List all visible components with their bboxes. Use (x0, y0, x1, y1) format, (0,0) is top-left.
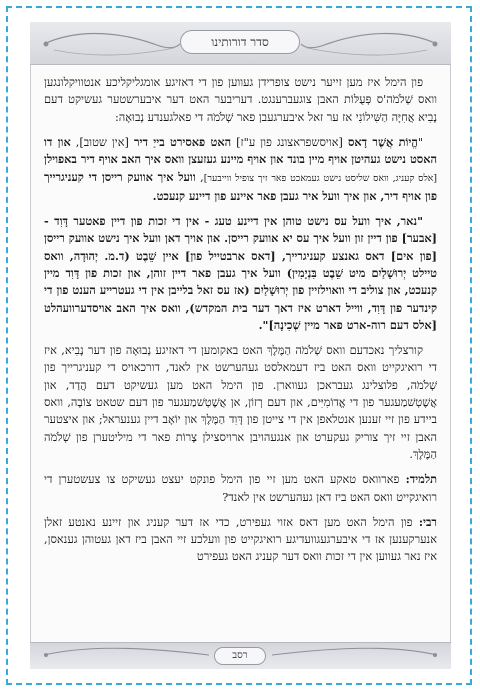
page-number: רסב (214, 647, 266, 665)
rebbe-label: רבי: (418, 514, 437, 529)
paragraph-prophecy-part1: "הֱיוֹת אֲשֶׁר דָאס [אויסשפראצונג פון ע"ז] האט פאסירט בייַ דיר [אין שטוב], און דו האסט נישט געהיטן אויף מיין בונד און אויף מיינע געזעצן וואס איך האב אויף דיר באפוילן [אלס קעניג, וואס שליסט נישט געמאכט פאר זיך צופיל ווייבער], וועל איך אוועק רייסן די קעניגרייך פון אויף דיר, און איך וועל איר געבן פאר איינע פון דיינע קנעכט. (44, 134, 437, 203)
paragraph-intro: פון הימל איז מען זייער נישט צופרידן געווען פון די דאזיגע אומגליקליכע אנטוויקלונגען וואס שְׁלֹמֹה'ס פְּעֻלּוֹת האבן צוגעברענגט. דעריבער האט דער איבערשטער געשיקט דעם נָבִיא אֲחִיָּה הַשִּׁילוֹנִי אז ער זאל איבערגעבן פאר שְׁלֹמֹה די פאלגענדע נְבוּאָה: (44, 76, 437, 124)
student-label: תלמיד: (405, 472, 437, 487)
body-text (44, 74, 437, 634)
paragraph-prophecy-part2: "נאר, איך וועל עס נישט טוהן אין דיינע טעג - אין די זכות פון דיין פאטער דָּוִד - [אבער] פון דיין זון וועל איך עס יא אוועק רייסן. און אויך דאן וועל איך נישט אוועק רייסן [פון אים] דאס גאנצע קעניגרייך, [דאס ארבטייל פון] איין שֵׁבֶט (ד.מ. יְהוּדָה, וואס טיילט יְרוּשָׁלַיִם מיט שֵׁבֶט בִּנְיָמִין) וועל איך געבן פאר דיין זוהן, און זכות פון דָּוִד מיין קנעכט, און צוליב די וואוילזיין פון יְרוּשָׁלַיִם (אז עס זאל בלייבן אין די געטרייע הענט פון די קינדער פון דָּוִד, ווייל דארט איז דאך דער בית המקדש), וואס איך האב אויסדערוועהלט [אלס דעם רוה-ארט פאר מיין שְׁכִינָה]". (44, 214, 437, 332)
running-header-title: סדר דורותינו (180, 30, 300, 54)
rebbe-answer: רבי: פון הימל האט מען דאס אזוי געפירט, כדי אז דער קעניג און זיינע נאנטע זאלן אנערקענען אז די איבערגעגוועדיגע רואיגקייט פון וועלכע זיי האבן ביז דאן געטוהן גענאסן, איז נאר געווען אין די זכות וואס דער קעניג האט געפירט (44, 514, 437, 564)
student-question: תלמיד: פארוואס טאקע האט מען זיי פון הימל פונקט יעצט געשיקט צו צעשטערן די רואיגקייט וואס האט ביז דאן געהערשט אין לאנד? (44, 472, 437, 504)
paragraph-narrative: קורצליך נאכדעם וואס שְׁלֹמֹה הַמֶּלֶךְ האט באקומען די דאזיגע נְבוּאָה פון דער נָבִיא, איז די רואיגקייט וואס האט ביז דעמאלסט געהערשט אין לאנד, דורכאויס די קעניגרייך פון שְׁלֹמֹה, פלוצלינג געבראכן געווארן. פון הימל האט מען געשיקט דעם הֲדַד, און אֲשֶׁטְשׁמַעגער פון די אֱדוֹמִיִּים, און דעם רְזוֹן, אן אֲשֶׁטְשׁמַעגער פון דעם שטאט צוֹבָה, וואס ביידע פון זיי זענען אנטלאפן אין די צייטן פון דָּוִד הַמֶּלֶךְ און יוֹאָב דיין גענעראל; און איצטער האבן זיי זיך צוריק געקערט און אנגעהויבן ארויסצילן צָרוֹת פאר די מיליטערן פון שְׁלֹמֹה הַמֶּלֶךְ. (44, 344, 437, 461)
